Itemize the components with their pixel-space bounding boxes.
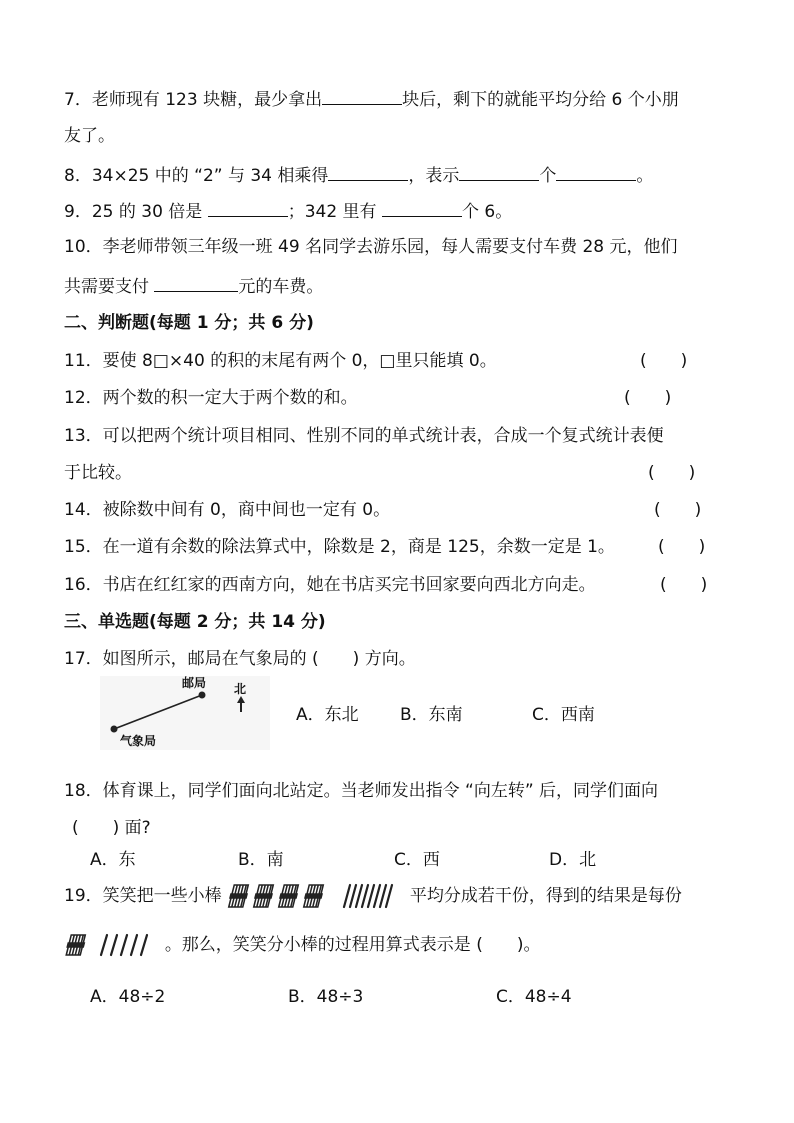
loose-sticks-icon xyxy=(95,932,159,958)
connecting-line xyxy=(114,695,202,729)
answer-paren[interactable]: ( ) xyxy=(660,575,708,595)
option-a[interactable]: A．48÷2 xyxy=(90,987,166,1007)
answer-paren[interactable]: ( ) xyxy=(654,500,702,520)
question-10-cont: 共需要支付 元的车费。 xyxy=(64,273,323,299)
answer-paren[interactable]: ( ) xyxy=(658,537,706,557)
question-16: 16．书店在红红家的西南方向，她在书店买完书回家要向西北方向走。 xyxy=(64,575,596,595)
option-b[interactable]: B．48÷3 xyxy=(288,987,364,1007)
question-13-cont: 于比较。 xyxy=(64,463,132,483)
question-12: 12．两个数的积一定大于两个数的和。 xyxy=(64,388,358,408)
answer-blank[interactable] xyxy=(154,273,238,292)
question-19: 19．笑笑把一些小棒 平均分成若干份，得到的结果是每份 xyxy=(64,882,682,910)
answer-blank[interactable] xyxy=(328,162,408,181)
option-c[interactable]: C．48÷4 xyxy=(496,987,572,1007)
north-arrow-icon xyxy=(237,696,245,703)
stick-bundles-icon xyxy=(227,882,331,910)
direction-figure xyxy=(100,676,270,750)
question-18-cont: ( ) 面? xyxy=(72,818,151,838)
option-b[interactable]: B．南 xyxy=(238,850,284,870)
question-9: 9．25 的 30 倍是 ；342 里有 个 6。 xyxy=(64,198,512,224)
option-c[interactable]: C．西 xyxy=(394,850,440,870)
answer-blank[interactable] xyxy=(382,198,462,217)
option-a[interactable]: A．东 xyxy=(90,850,136,870)
weather-station-dot xyxy=(111,726,118,733)
post-office-dot xyxy=(199,692,206,699)
option-a[interactable]: A．东北 xyxy=(296,705,359,725)
stick-bundle-icon xyxy=(64,932,90,958)
question-13: 13．可以把两个统计项目相同、性别不同的单式统计表，合成一个复式统计表便 xyxy=(64,426,664,446)
section-2-heading: 二、判断题(每题 1 分；共 6 分) xyxy=(64,313,314,333)
answer-blank[interactable] xyxy=(459,162,539,181)
answer-paren[interactable]: ( ) xyxy=(640,351,688,371)
answer-blank[interactable] xyxy=(556,162,636,181)
question-15: 15．在一道有余数的除法算式中，除数是 2，商是 125，余数一定是 1。 xyxy=(64,537,615,557)
section-3-heading: 三、单选题(每题 2 分；共 14 分) xyxy=(64,612,326,632)
question-18: 18．体育课上，同学们面向北站定。当老师发出指令 “向左转” 后，同学们面向 xyxy=(64,781,659,801)
question-11: 11．要使 8□×40 的积的末尾有两个 0，□里只能填 0。 xyxy=(64,351,497,371)
answer-blank[interactable] xyxy=(208,198,288,217)
option-d[interactable]: D．北 xyxy=(549,850,597,870)
question-19-cont: 。那么，笑笑分小棒的过程用算式表示是 ( )。 xyxy=(64,932,540,958)
weather-station-label: 气象局 xyxy=(120,734,157,748)
option-b[interactable]: B．东南 xyxy=(400,705,463,725)
north-label: 北 xyxy=(234,682,247,696)
question-17: 17．如图所示，邮局在气象局的 ( ) 方向。 xyxy=(64,649,416,669)
question-10: 10．李老师带领三年级一班 49 名同学去游乐园，每人需要支付车费 28 元，他们 xyxy=(64,237,678,257)
question-8: 8．34×25 中的 “2” 与 34 相乘得 ，表示 个 。 xyxy=(64,162,653,188)
question-14: 14．被除数中间有 0，商中间也一定有 0。 xyxy=(64,500,391,520)
post-office-label: 邮局 xyxy=(182,676,207,690)
answer-paren[interactable]: ( ) xyxy=(648,463,696,483)
option-c[interactable]: C．西南 xyxy=(532,705,595,725)
answer-blank[interactable] xyxy=(322,86,402,105)
loose-sticks-icon xyxy=(336,882,404,910)
question-7: 7．老师现有 123 块糖，最少拿出 块后，剩下的就能平均分给 6 个小朋 xyxy=(64,86,679,112)
question-7-cont: 友了。 xyxy=(64,126,115,146)
answer-paren[interactable]: ( ) xyxy=(624,388,672,408)
